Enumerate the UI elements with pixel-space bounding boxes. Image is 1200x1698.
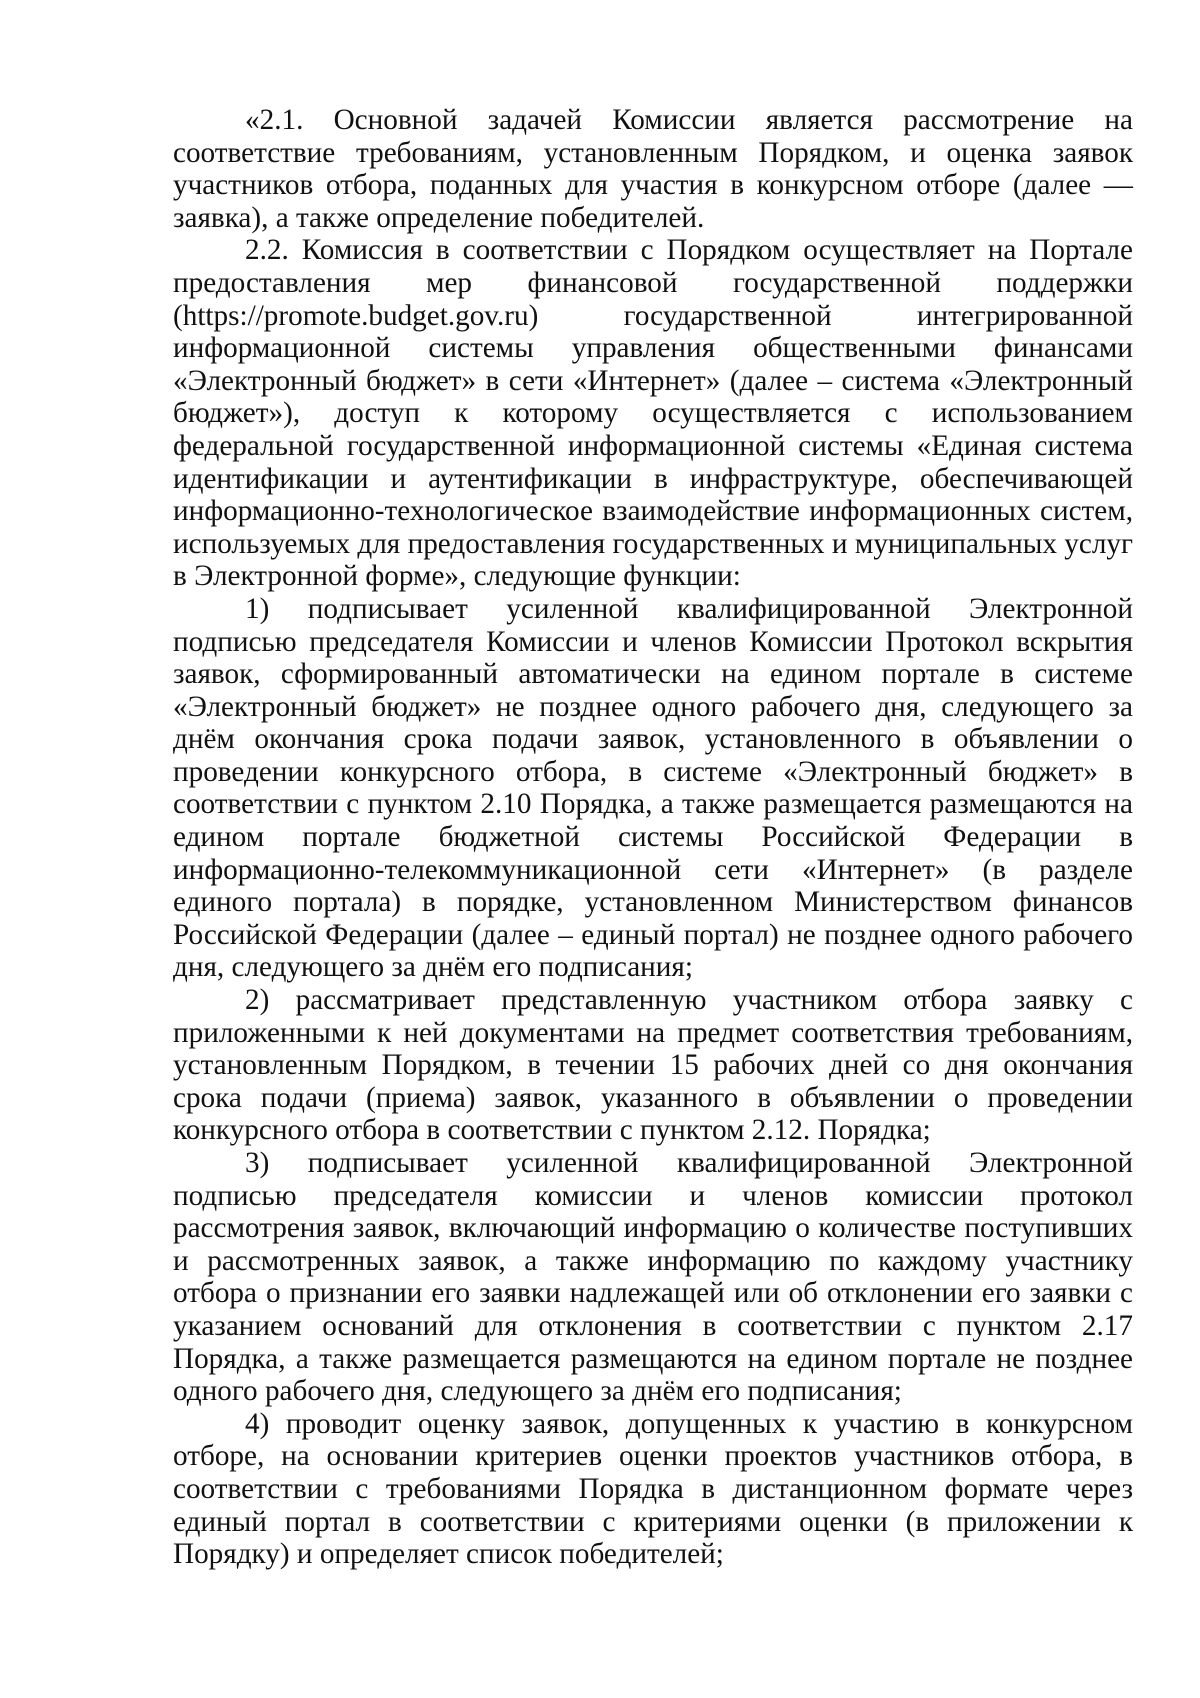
document-page (173, 104, 1133, 1571)
paragraph-2-2: 2.2. Комиссия в соответствии с Порядком осуществляет на Портале предоставления мер финансовой государственной поддержки (https://promote.budget.gov.ru) государственной интегрированной информационной системы управления общественными финансами «Электронный бюджет» в сети «Интернет» (далее – система «Электронный бюджет»), доступ к которому осуществляется с использованием федеральной государственной информационной системы «Единая система идентификации и аутентификации в инфраструктуре, обеспечивающей информационно-технологическое взаимодействие информационных систем, используемых для предоставления государственных и муниципальных услуг в Электронной форме», следующие функции: (173, 234, 1133, 593)
list-item-2: 2) рассматривает представленную участником отбора заявку с приложенными к ней документами на предмет соответствия требованиям, установленным Порядком, в течении 15 рабочих дней со дня окончания срока подачи (приема) заявок, указанного в объявлении о проведении конкурсного отбора в соответствии с пунктом 2.12. Порядка; (173, 984, 1133, 1147)
list-item-4: 4) проводит оценку заявок, допущенных к участию в конкурсном отборе, на основании критериев оценки проектов участников отбора, в соответствии с требованиями Порядка в дистанционном формате через единый портал в соответствии с критериями оценки (в приложении к Порядку) и определяет список победителей; (173, 1407, 1133, 1571)
list-item-1: 1) подписывает усиленной квалифицированной Электронной подписью председателя Комиссии и членов Комиссии Протокол вскрытия заявок, сформированный автоматически на едином портале в системе «Электронный бюджет» не позднее одного рабочего дня, следующего за днём окончания срока подачи заявок, установленного в объявлении о проведении конкурсного отбора, в системе «Электронный бюджет» в соответствии с пунктом 2.10 Порядка, а также размещается размещаются на едином портале бюджетной системы Российской Федерации в информационно-телекоммуникационной сети «Интернет» (в разделе единого портала) в порядке, установленном Министерством финансов Российской Федерации (далее – единый портал) не позднее одного рабочего дня, следующего за днём его подписания; (173, 592, 1133, 984)
list-item-3: 3) подписывает усиленной квалифицированной Электронной подписью председателя комиссии и членов комиссии протокол рассмотрения заявок, включающий информацию о количестве поступивших и рассмотренных заявок, а также информацию по каждому участнику отбора о признании его заявки надлежащей или об отклонении его заявки с указанием оснований для отклонения в соответствии с пунктом 2.17 Порядка, а также размещается размещаются на едином портале не позднее одного рабочего дня, следующего за днём его подписания; (173, 1147, 1133, 1408)
paragraph-2-1: «2.1. Основной задачей Комиссии является рассмотрение на соответствие требованиям, установленным Порядком, и оценка заявок участников отбора, поданных для участия в конкурсном отборе (далее — заявка), а также определение победителей. (173, 104, 1133, 234)
